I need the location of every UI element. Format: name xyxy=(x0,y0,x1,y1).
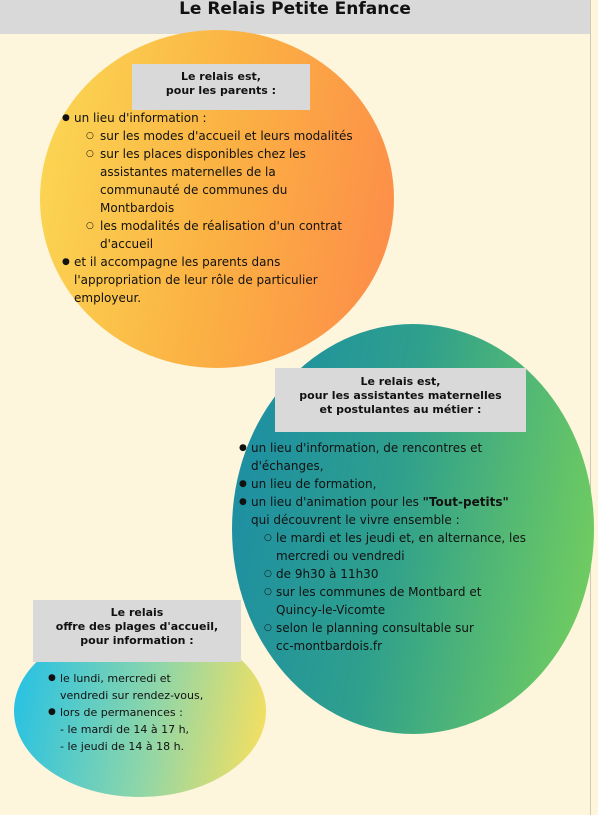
list-item: ○ sur les places disponibles chez les assistantes maternelles de la communauté de communes du Montbardois xyxy=(86,147,306,215)
bullet-icon: ● xyxy=(48,673,56,683)
accueil-heading: Le relais offre des plages d'accueil, pour information : xyxy=(33,600,241,662)
bullet-icon: ● xyxy=(239,479,247,489)
parents-list xyxy=(62,109,382,307)
assistantes-heading: Le relais est, pour les assistantes maternelles et postulantes au métier : xyxy=(275,368,526,432)
circle-bullet-icon: ○ xyxy=(264,533,272,543)
circle-bullet-icon: ○ xyxy=(86,149,94,159)
bullet-icon: ● xyxy=(62,113,70,123)
list-item: ● et il accompagne les parents dans l'appropriation de leur rôle de particulier employeur. xyxy=(62,255,318,305)
circle-bullet-icon: ○ xyxy=(264,569,272,579)
circle-bullet-icon: ○ xyxy=(86,131,94,141)
list-item: ● un lieu de formation, xyxy=(239,477,377,491)
accueil-list xyxy=(48,670,248,755)
list-item: ● lors de permanences : xyxy=(48,706,183,719)
list-item: ○ sur les communes de Montbard et Quincy-le-Vicomte xyxy=(264,585,482,617)
bullet-icon: ● xyxy=(239,497,247,507)
parents-heading: Le relais est, pour les parents : xyxy=(132,64,310,110)
list-item: ● un lieu d'animation pour les "Tout-petits" qui découvrent le vivre ensemble : xyxy=(239,495,509,527)
list-item: ○ sur les modes d'accueil et leurs modalités xyxy=(86,129,353,143)
bullet-icon: ● xyxy=(48,707,56,717)
list-item: ● un lieu d'information, de rencontres et d'échanges, xyxy=(239,441,483,473)
bullet-icon: ● xyxy=(239,443,247,453)
list-item: ● un lieu d'information : xyxy=(62,111,207,125)
list-item: ○ selon le planning consultable sur cc-montbardois.fr xyxy=(264,621,474,653)
list-item: - le mardi de 14 à 17 h, xyxy=(60,723,190,736)
bullet-icon: ● xyxy=(62,257,70,267)
list-item: ● le lundi, mercredi et vendredi sur rendez-vous, xyxy=(48,672,204,702)
page-edge xyxy=(590,0,598,815)
assistantes-list xyxy=(238,439,569,655)
page-title: Le Relais Petite Enfance xyxy=(179,0,411,19)
page-title-bar xyxy=(0,0,590,34)
list-item: - le jeudi de 14 à 18 h. xyxy=(60,740,185,753)
circle-bullet-icon: ○ xyxy=(264,587,272,597)
list-item: ○ le mardi et les jeudi et, en alternance, les mercredi ou vendredi xyxy=(264,531,526,563)
list-item: ○ les modalités de réalisation d'un contrat d'accueil xyxy=(86,219,343,251)
circle-bullet-icon: ○ xyxy=(264,623,272,633)
list-item: ○ de 9h30 à 11h30 xyxy=(264,567,379,581)
circle-bullet-icon: ○ xyxy=(86,221,94,231)
